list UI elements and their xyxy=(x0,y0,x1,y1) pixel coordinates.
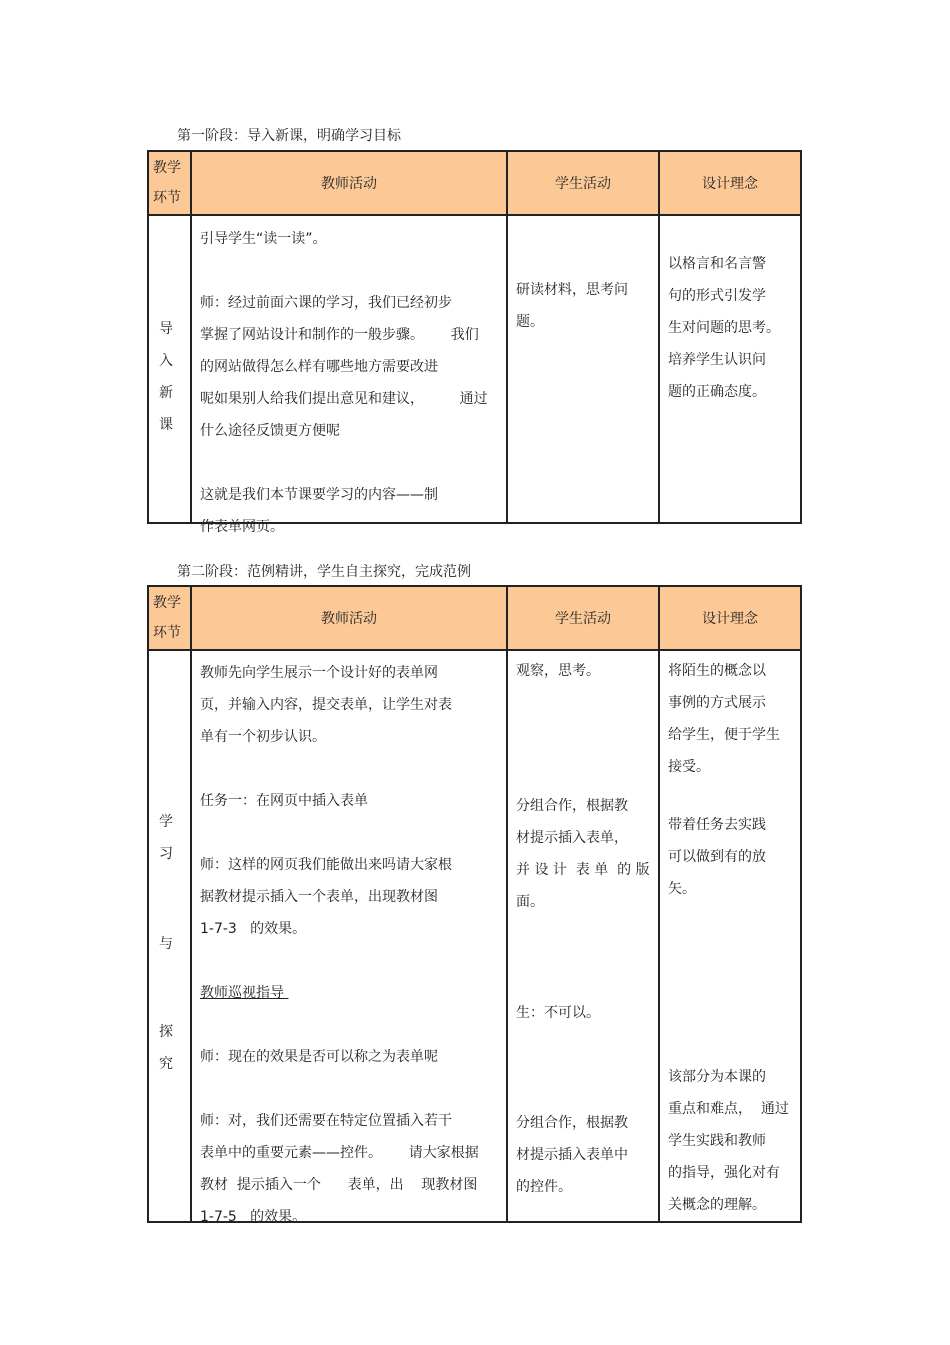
teacher-line xyxy=(200,753,500,785)
design-line: 接受。 xyxy=(668,759,710,775)
stage1-header-student: 学生活动 xyxy=(555,176,611,192)
design-line: 该部分为本课的 xyxy=(668,1069,766,1085)
section-char: 入 xyxy=(159,353,173,369)
teacher-line xyxy=(200,1073,500,1105)
teacher-line: 页，并输入内容，提交表单，让学生对表 xyxy=(200,697,452,713)
teacher-line: 教材 提示插入一个 表单，出 现教材图 xyxy=(200,1177,478,1193)
student-line: 的控件。 xyxy=(516,1179,572,1195)
stage1-design-concept xyxy=(668,248,800,408)
student-line: 并 设 计 表 单 的 版 xyxy=(516,862,650,878)
header-section-line: 环节 xyxy=(153,625,181,641)
design-line: 题的正确态度。 xyxy=(668,384,766,400)
student-line: 分组合作，根据教 xyxy=(516,1115,628,1131)
section-char: 习 xyxy=(159,846,173,862)
section-char: 新 xyxy=(159,385,173,401)
stage2-teacher-activity xyxy=(200,657,500,1233)
teacher-line: 师：经过前面六课的学习，我们已经初步 xyxy=(200,295,452,311)
design-line: 培养学生认识问 xyxy=(668,352,766,368)
section-char: 学 xyxy=(159,814,173,830)
design-concept-block xyxy=(668,655,800,783)
design-line: 可以做到有的放 xyxy=(668,849,766,865)
teacher-line: 作表单网页。 xyxy=(200,519,284,535)
teacher-line: 师：对，我们还需要在特定位置插入若干 xyxy=(200,1113,452,1129)
stage1-header-design: 设计理念 xyxy=(702,176,758,192)
design-line: 矢。 xyxy=(668,881,696,897)
header-section-line: 环节 xyxy=(153,190,181,206)
teacher-line: 的网站做得怎么样有哪些地方需要改进 xyxy=(200,359,438,375)
teacher-line: 这就是我们本节课要学习的内容——制 xyxy=(200,487,438,503)
teacher-line xyxy=(200,255,500,287)
student-line: 生：不可以。 xyxy=(516,1005,600,1021)
student-line: 题。 xyxy=(516,314,544,330)
teacher-line: 教师巡视指导 xyxy=(200,985,289,1001)
section-char: 与 xyxy=(159,936,173,952)
teacher-line: 任务一：在网页中插入表单 xyxy=(200,793,368,809)
header-section-line: 教学 xyxy=(153,160,181,176)
teacher-line: 什么途径反馈更方便呢 xyxy=(200,423,340,439)
teacher-line xyxy=(200,817,500,849)
student-line: 面。 xyxy=(516,894,544,910)
student-line: 材提示插入表单中 xyxy=(516,1147,628,1163)
student-activity-block xyxy=(516,790,656,918)
teacher-line xyxy=(200,447,500,479)
teacher-line: 1-7-3 的效果。 xyxy=(200,921,307,937)
design-line: 将陌生的概念以 xyxy=(668,663,766,679)
teacher-line: 表单中的重要元素——控件。 请大家根据 xyxy=(200,1145,479,1161)
teacher-line xyxy=(200,1009,500,1041)
teacher-line: 据教材提示插入一个表单，出现教材图 xyxy=(200,889,438,905)
stage1-header-teacher: 教师活动 xyxy=(321,176,377,192)
stage2-table xyxy=(147,585,802,1223)
section-char: 导 xyxy=(159,321,173,337)
section-char: 究 xyxy=(159,1056,173,1072)
design-concept-block xyxy=(668,1061,800,1221)
student-activity-block xyxy=(516,655,656,687)
teacher-line: 师：现在的效果是否可以称之为表单呢 xyxy=(200,1049,438,1065)
design-line: 事例的方式展示 xyxy=(668,695,766,711)
design-concept-block xyxy=(668,809,800,905)
teacher-line: 呢如果别人给我们提出意见和建议， 通过 xyxy=(200,391,488,407)
stage1-student-activity xyxy=(516,274,656,338)
design-line: 的指导，强化对有 xyxy=(668,1165,780,1181)
stage1-section-label xyxy=(151,152,181,522)
student-line: 观察，思考。 xyxy=(516,663,600,679)
student-line: 材提示插入表单， xyxy=(516,830,628,846)
stage2-header-design: 设计理念 xyxy=(702,611,758,627)
design-line: 重点和难点， 通过 xyxy=(668,1101,789,1117)
student-line: 分组合作，根据教 xyxy=(516,798,628,814)
design-line: 句的形式引发学 xyxy=(668,288,766,304)
teacher-line xyxy=(200,945,500,977)
student-activity-block xyxy=(516,1107,656,1203)
teacher-line: 师：这样的网页我们能做出来吗请大家根 xyxy=(200,857,452,873)
teacher-line: 掌握了网站设计和制作的一般步骤。 我们 xyxy=(200,327,479,343)
stage1-teacher-activity xyxy=(200,223,500,543)
design-line: 生对问题的思考。 xyxy=(668,320,780,336)
teacher-line: 教师先向学生展示一个设计好的表单网 xyxy=(200,665,438,681)
design-line: 带着任务去实践 xyxy=(668,817,766,833)
design-line: 以格言和名言警 xyxy=(668,256,766,272)
design-line: 给学生，便于学生 xyxy=(668,727,780,743)
section-char: 课 xyxy=(159,417,173,433)
teacher-line: 单有一个初步认识。 xyxy=(200,729,326,745)
student-line: 研读材料，思考问 xyxy=(516,282,628,298)
section-char: 探 xyxy=(159,1024,173,1040)
header-section-line: 教学 xyxy=(153,595,181,611)
stage2-section-label xyxy=(151,587,181,1221)
design-line: 关概念的理解。 xyxy=(668,1197,766,1213)
student-activity-block xyxy=(516,997,656,1029)
teacher-line: 引导学生“读一读”。 xyxy=(200,231,327,247)
teacher-line: 1-7-5 的效果。 xyxy=(200,1209,307,1225)
stage2-header-student: 学生活动 xyxy=(555,611,611,627)
stage1-table xyxy=(147,150,802,535)
design-line: 学生实践和教师 xyxy=(668,1133,766,1149)
stage2-caption: 第二阶段：范例精讲，学生自主探究，完成范例 xyxy=(177,564,471,580)
stage2-header-teacher: 教师活动 xyxy=(321,611,377,627)
stage1-caption: 第一阶段：导入新课，明确学习目标 xyxy=(177,128,401,144)
